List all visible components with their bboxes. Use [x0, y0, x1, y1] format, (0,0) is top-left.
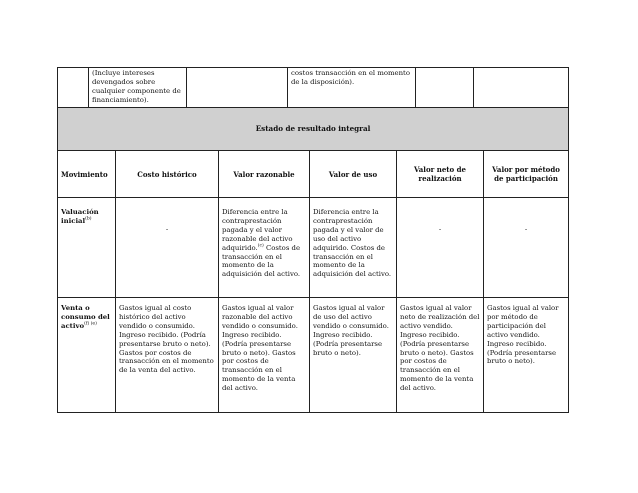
column-header: Valor por método de participación — [484, 151, 569, 198]
table-banner-row — [58, 108, 569, 151]
column-header: Valor razonable — [219, 151, 310, 198]
table-cell: Gastos igual al costo histórico del activo vendido o consumido. Ingreso recibido. (Podría presentarse bruto o neto). Gastos por costos de transacción en el momento de la venta del activo. — [116, 298, 219, 413]
table-row — [58, 198, 569, 298]
table-cell: Gastos igual al valor de uso del activo vendido o consumido. Ingreso recibido. (Podría presentarse bruto o neto). — [310, 298, 397, 413]
table-cell: Gastos igual al valor neto de realización del activo vendido. Ingreso recibido. (Podría presentarse bruto o neto). Gastos por costos de transacción en el momento de la venta del activo. — [397, 298, 484, 413]
table-header-row — [58, 151, 569, 198]
footnote-ref: (b) — [85, 216, 92, 222]
footnote-ref: (c) — [257, 243, 264, 249]
document-page — [57, 67, 568, 413]
table-cell: costos transacción en el momento de la disposición). — [288, 68, 416, 108]
row-label-text: Valuación inicial — [61, 208, 99, 225]
results-table — [57, 107, 569, 413]
section-title: Estado de resultado integral — [58, 108, 569, 151]
footnote-ref: (f) (e) — [84, 321, 97, 327]
row-label-text: Venta o consumo del activo — [61, 304, 110, 330]
column-header: Valor de uso — [310, 151, 397, 198]
column-header: Movimiento — [58, 151, 116, 198]
table-row — [58, 68, 569, 108]
table-cell: Gastos igual al valor por método de participación del activo vendido. Ingreso recibido. (Podría presentarse bruto o neto). — [484, 298, 569, 413]
valuation-table — [57, 67, 569, 108]
table-cell: Gastos igual al valor razonable del activo vendido o consumido. Ingreso recibido. (Podría presentarse bruto o neto). Gastos por costos de transacción en el momento de la venta del activo. — [219, 298, 310, 413]
table-row — [58, 298, 569, 413]
row-label — [58, 298, 116, 413]
table-cell — [219, 198, 310, 298]
column-header: Costo histórico — [116, 151, 219, 198]
table-cell: (Incluye intereses devengados sobre cualquier componente de financiamiento). — [89, 68, 187, 108]
table-cell: Diferencia entre la contraprestación pagada y el valor de uso del activo adquirido. Costos de transacción en el momento de la adquisición del activo. — [310, 198, 397, 298]
table-cell: - — [116, 198, 219, 298]
cell-text: Costos de transacción en el momento de la adquisición del activo. — [222, 243, 301, 279]
row-label — [58, 198, 116, 298]
table-cell: - — [484, 198, 569, 298]
table-cell: - — [397, 198, 484, 298]
cell-text: Diferencia entre la contraprestación pagada y el valor razonable del activo adquirido. — [222, 208, 293, 252]
column-header: Valor neto de realización — [397, 151, 484, 198]
